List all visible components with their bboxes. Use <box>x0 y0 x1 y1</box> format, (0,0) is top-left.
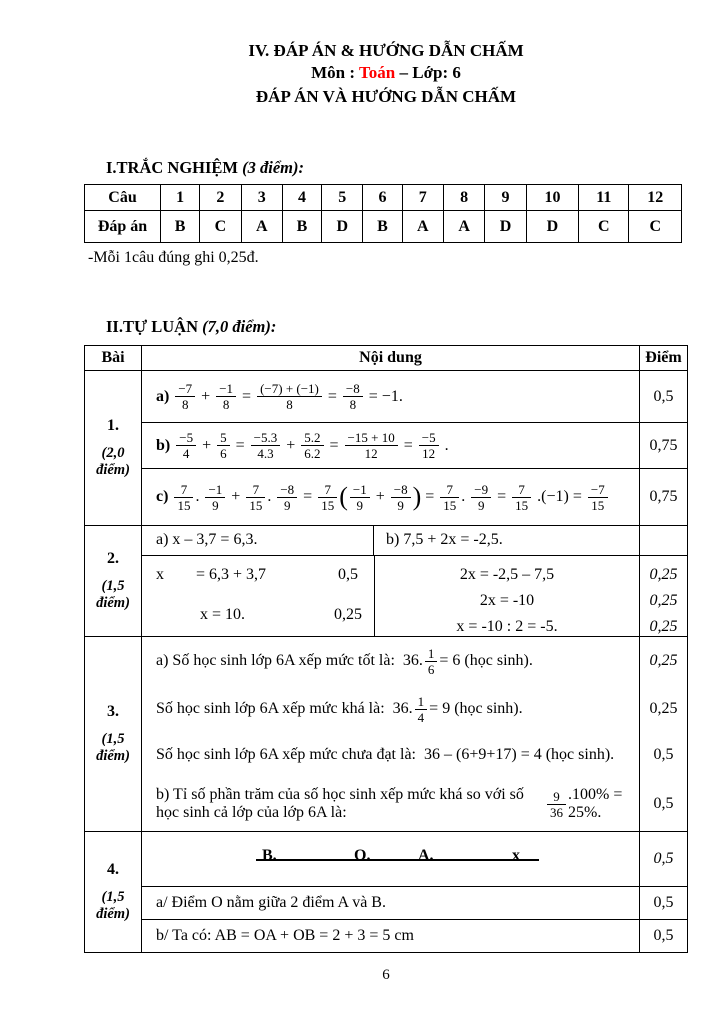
mc-question-cell: 4 <box>282 185 321 211</box>
mc-label-dapan: Đáp án <box>85 211 161 243</box>
section-2-points: (7,0 điểm): <box>197 317 277 336</box>
bai4-line-a-text: a/ Điểm O nằm giữa 2 điểm A và B. <box>156 894 386 911</box>
essay-header-row <box>85 346 687 371</box>
document-header <box>84 40 688 108</box>
bai4-line-b-row <box>142 920 687 952</box>
mc-question-cell: 12 <box>629 185 682 211</box>
section-1-heading <box>106 158 688 178</box>
bai2-solution-b-line2: 2x = -10 <box>479 592 535 609</box>
bai1-row <box>85 371 687 526</box>
bai2-solution-a-line2: x = 10. <box>200 606 246 623</box>
bai2-equation-a: a) x – 3,7 = 6,3. <box>142 526 374 555</box>
section-2-heading <box>106 317 688 337</box>
bai3-line4-row <box>142 777 687 831</box>
bai2-head-row <box>142 526 687 556</box>
bai3-line3-score: 0,5 <box>639 733 687 777</box>
mc-answer-cell: B <box>282 211 321 243</box>
bai4-row <box>85 832 687 952</box>
bai1-part-c-score: 0,75 <box>639 469 687 525</box>
mc-answer-cell: A <box>241 211 282 243</box>
bai3-line2-row <box>142 685 687 733</box>
mc-answer-cell: C <box>629 211 682 243</box>
bai2-solution-b-line1: 2x = -2,5 – 7,5 <box>459 566 555 583</box>
bai2-solution-b-scores <box>639 556 687 636</box>
mc-question-cell: 11 <box>579 185 629 211</box>
bai3-line1-score: 0,25 <box>639 637 687 685</box>
bai4-line-a-score: 0,5 <box>639 887 687 919</box>
bai4-content <box>142 832 687 952</box>
bai2-number: 2. <box>107 550 119 567</box>
mc-grading-note: -Mỗi 1câu đúng ghi 0,25đ. <box>88 249 259 266</box>
mc-label-cau: Câu <box>85 185 161 211</box>
bai2-score: 0,5 <box>338 566 358 583</box>
mc-question-cell: 7 <box>402 185 443 211</box>
bai2-points: (1,5 điểm) <box>96 578 130 611</box>
bai1-part-b-score: 0,75 <box>639 423 687 468</box>
bai4-line-b-score: 0,5 <box>639 920 687 952</box>
bai2-score: 0,25 <box>649 592 678 609</box>
col-header-diem: Điểm <box>639 346 687 370</box>
essay-table <box>84 345 688 953</box>
bai2-score: 0,25 <box>649 566 678 583</box>
section-1-points: (3 điểm): <box>238 158 304 177</box>
mc-answer-cell: D <box>322 211 363 243</box>
bai2-equation-b: b) 7,5 + 2x = -2,5. <box>386 531 503 548</box>
mc-question-cell: 10 <box>526 185 578 211</box>
bai1-part-b-row <box>142 423 687 469</box>
mc-answer-cell: C <box>200 211 241 243</box>
bai4-line-a-row <box>142 887 687 920</box>
bai1-part-b-math: b) $\frac{-5}{4}$ + $\frac{5}{6}$ = $\frac{-5.3}{4.3}$ + $\frac{5.2}{6.2}$ = $\frac{-15 + 10}{12}$ = $\frac{-5}{12}$ . <box>156 430 449 461</box>
bai1-part-c-row <box>142 469 687 525</box>
multiple-choice-table <box>84 184 682 243</box>
bai3-label-cell <box>85 637 142 831</box>
bai2-solution-a-scores <box>322 556 374 636</box>
subject-prefix: Môn : <box>311 63 359 82</box>
bai2-score: 0,25 <box>649 618 678 635</box>
mc-question-cell: 9 <box>485 185 526 211</box>
bai3-line3-math: Số học sinh lớp 6A xếp mức chưa đạt là: 36 – (6+9+17) = 4 (học sinh). <box>156 746 615 763</box>
point-label-x: x <box>512 847 520 864</box>
mc-answer-cell: B <box>363 211 402 243</box>
bai1-part-c-math: c) $\frac{7}{15}$ . $\frac{-1}{9}$ + $\frac{7}{15}$ . $\frac{-8}{9}$ = $\frac{7}{15}$ ( $\frac{-1}{9}$ + $\frac{-8}{9}$ ) = $\frac{7}{15}$ . $\frac{-9}{9}$ = $\frac{7}{15}$ .(−1) = $\frac{-7}{15}$ <box>142 469 639 525</box>
mc-answer-cell: A <box>402 211 443 243</box>
mc-answer-row <box>85 211 682 243</box>
bai3-points: (1,5 điểm) <box>96 731 130 764</box>
col-header-bai: Bài <box>85 346 142 370</box>
bai1-content <box>142 371 687 525</box>
bai2-label-cell <box>85 526 142 636</box>
bai3-line4-score: 0,5 <box>639 777 687 831</box>
bai1-label-cell <box>85 371 142 525</box>
bai3-line4-math: b) Tỉ số phần trăm của số học sinh xếp mức khá so với số học sinh cả lớp của lớp 6A là: $\frac{9}{36}$ .100% = 25%. <box>156 786 627 821</box>
section-2-title: II.TỰ LUẬN <box>106 317 198 336</box>
segment-figure <box>156 839 631 879</box>
document-subtitle: ĐÁP ÁN VÀ HƯỚNG DẪN CHẤM <box>255 87 517 106</box>
mc-answer-cell: D <box>485 211 526 243</box>
bai2-row <box>85 526 687 637</box>
bai2-solution-b-line3: x = -10 : 2 = -5. <box>456 618 558 635</box>
bai2-solution-b <box>374 556 639 636</box>
bai4-label-cell <box>85 832 142 952</box>
bai1-number: 1. <box>107 417 119 434</box>
mc-question-cell: 5 <box>322 185 363 211</box>
mc-answer-cell: C <box>579 211 629 243</box>
bai3-line2-score: 0,25 <box>639 685 687 733</box>
bai3-row <box>85 637 687 832</box>
bai2-solution-a-line1: x = 6,3 + 3,7 <box>156 566 267 583</box>
section-1-title: I.TRẮC NGHIỆM <box>106 158 239 177</box>
bai3-line1-row <box>142 637 687 685</box>
bai1-part-a-score: 0,5 <box>639 371 687 422</box>
bai2-content <box>142 526 687 636</box>
bai4-number: 4. <box>107 861 119 878</box>
mc-question-cell: 2 <box>200 185 241 211</box>
bai3-line1-math: a) Số học sinh lớp 6A xếp mức tốt là: 36. $\frac{1}{6}$ = 6 (học sinh). <box>156 645 533 677</box>
bai2-score: 0,25 <box>334 606 362 623</box>
subject-name: Toán <box>359 63 396 82</box>
bai3-line3-row <box>142 733 687 777</box>
bai2-head-score <box>639 526 687 555</box>
bai4-figure-row <box>142 832 687 887</box>
bai4-figure-score: 0,5 <box>639 832 687 886</box>
subject-line <box>84 62 688 84</box>
mc-question-cell: 8 <box>443 185 484 211</box>
bai4-points: (1,5 điểm) <box>96 889 130 922</box>
mc-answer-cell: D <box>526 211 578 243</box>
page-number: 6 <box>382 967 390 983</box>
bai4-figure-cell <box>142 832 639 886</box>
bai3-line2-math: Số học sinh lớp 6A xếp mức khá là: 36. $\frac{1}{4}$ = 9 (học sinh). <box>156 693 523 725</box>
subject-suffix: – Lớp: 6 <box>395 63 461 82</box>
bai1-part-a-math: a) $\frac{-7}{8}$ + $\frac{-1}{8}$ = $\frac{(-7) + (-1)}{8}$ = $\frac{-8}{8}$ = −1. <box>156 381 403 412</box>
page-title: IV. ĐÁP ÁN & HƯỚNG DẪN CHẤM <box>248 41 524 60</box>
bai1-part-a-row <box>142 371 687 423</box>
bai1-points: (2,0 điểm) <box>96 445 130 478</box>
bai4-line-b-text: b/ Ta có: AB = OA + OB = 2 + 3 = 5 cm <box>156 927 414 944</box>
mc-question-row <box>85 185 682 211</box>
col-header-noidung: Nội dung <box>359 349 422 366</box>
point-label-A: A. <box>418 847 434 864</box>
segment-line <box>256 859 539 861</box>
bai3-content <box>142 637 687 831</box>
point-label-B: B. <box>262 847 277 864</box>
mc-answer-cell: B <box>161 211 200 243</box>
bai3-number: 3. <box>107 703 119 720</box>
mc-question-cell: 3 <box>241 185 282 211</box>
mc-question-cell: 6 <box>363 185 402 211</box>
bai2-solution-a <box>142 556 322 636</box>
mc-answer-cell: A <box>443 211 484 243</box>
point-label-O: O. <box>354 847 371 864</box>
bai2-solution-row <box>142 556 687 636</box>
mc-question-cell: 1 <box>161 185 200 211</box>
